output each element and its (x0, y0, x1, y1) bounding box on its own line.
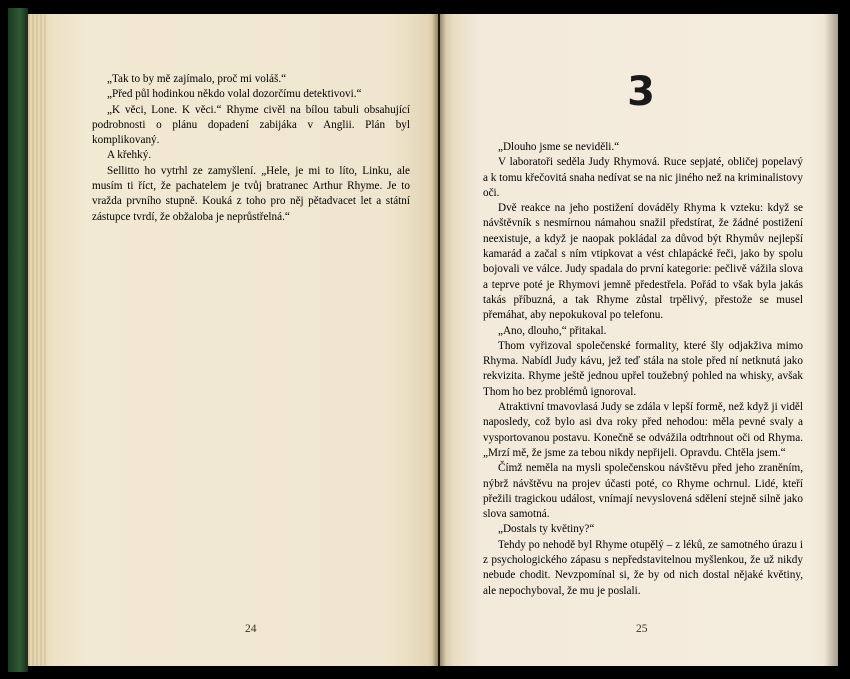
paragraph: Tehdy po nehodě byl Rhyme otupělý – z léků, ze samotného úrazu i z psychologického zápasu s nepředstavitelnou myšlenkou, že už nikdy nebude chodit. Nevzpomínal si, že by od nich dostal nějaké květiny, ale nepochyboval, že mu je poslali. (483, 538, 803, 597)
paragraph: A křehký. (107, 149, 152, 162)
left-page-edge (28, 14, 46, 666)
paragraph: Dvě reakce na jeho postižení dováděly Rhyma k vzteku: když se návštěvník s nesmírnou námahou snažil předstírat, že žádné postižení neexistuje, a když je naopak pokládal za důvod být Rhymův nejlepší kamarád a začal s ním vtipkovat a vést chlapácké řeči, jako by spolu bojovali ve válce. Judy spadala do první kategorie: pečlivě vážila slova a teprve poté je Rhymovi jemně předestřela. Pořád to však byla jakás takás příbuzná, a tak Rhyme zůstal trpělivý, přestože se musel přemáhat, aby nepokukoval po telefonu. (483, 202, 803, 322)
paragraph: „Dostals ty květiny?“ (498, 523, 595, 536)
right-page-number: 25 (636, 623, 648, 635)
chapter-number: 3 (627, 69, 655, 115)
paragraph: „Dlouho jsme se neviděli.“ (498, 141, 620, 153)
paragraph: V laboratoři seděla Judy Rhymová. Ruce sepjaté, obličej popelavý a k tomu křečovitá snaha nedívat se na nic jiného než na kriminalistovy oči. (483, 156, 803, 199)
paragraph: „Před půl hodinkou někdo volal dozorčímu detektivovi.“ (107, 88, 362, 101)
paragraph: „K věci, Lone. K věci.“ Rhyme civěl na bílou tabuli obsahující podrobnosti o plánu dopadení zabijáka v Anglii. Plán byl komplikovaný. (92, 103, 410, 147)
paragraph: „Tak to by mě zajímalo, proč mi voláš.“ (107, 73, 287, 85)
left-page-number: 24 (245, 623, 257, 635)
paragraph: Čímž neměla na mysli společenskou návštěvu před jeho zraněním, nýbrž návštěvu na projev účasti poté, co Rhyme ochrnul. Lidé, kteří přežili tragickou událost, vnímají nevyslovená sdělení stejně silně jako slova samotná. (483, 462, 803, 521)
paragraph: „Ano, dlouho,“ přitakal. (498, 324, 607, 337)
right-page-shade (824, 14, 838, 666)
book-gutter (432, 14, 446, 666)
paragraph: Atraktivní tmavovlasá Judy se zdála v lepší formě, než když ji viděl naposledy, což bylo asi dva roky před nehodou: měla pevné svaly a vysportovanou postavu. Konečně se odvážila odtrhnout oči od Rhyma. „Mrzí mě, že jsme za tebou nikdy nepřijeli. Opravdu. Chtěla jsem.“ (483, 401, 803, 459)
book-cover-edge (8, 8, 28, 672)
left-page-text (92, 72, 410, 225)
paragraph: Sellitto ho vytrhl ze zamyšlení. „Hele, je mi to líto, Linku, ale musím ti říct, že pachatelem je tvůj bratranec Arthur Rhyme. Je to vražda prvního stupně. Kouká z toho pro něj pětadvacet let a státní zástupce tvrdí, že obžaloba je neprůstřelná.“ (92, 164, 410, 223)
paragraph: Thom vyřizoval společenské formality, které šly odjakživa mimo Rhyma. Nabídl Judy kávu, jež teď stála na stole před ní netknutá jako rekvizita. Rhyme ještě jednou upřel toužebný pohled na whisky, avšak Thom ho bez problémů ignoroval. (483, 339, 803, 398)
right-page-text (483, 140, 803, 599)
